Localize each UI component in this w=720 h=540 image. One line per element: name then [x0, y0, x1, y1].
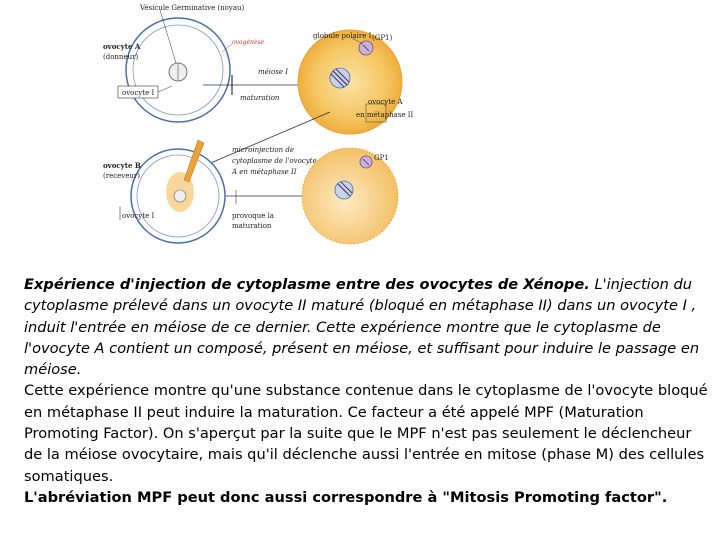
follicle-label: ovogénèse — [232, 39, 265, 46]
caption-paragraph-3: L'abréviation MPF peut donc aussi correspondre à "Mitosis Promoting factor". — [24, 488, 668, 506]
oocyte-a-label: ovocyte A — [103, 42, 141, 51]
maturation-label-top: maturation — [240, 94, 280, 102]
oocyte-a-donor-label: (donneur) — [103, 53, 139, 61]
oocyte-a-mii-stage-label: en métaphase II — [356, 111, 414, 119]
oocyte-b-matured — [302, 148, 398, 244]
caption-paragraph-2: Cette expérience montre qu'une substance contenue dans le cytoplasme de l'ovocyte bloqué en métaphase II peut induire la maturation. Ce facteur a été appelé MPF (Maturation Promoting Factor). On s'aperçut par la suite que le MPF n'est pas seulement le déclencheur de la méiose ovocytaire, mais qu'il déclenche aussi l'entrée en mitose (phase M) des cellules somatiques. — [24, 382, 708, 485]
microinjection-line3: A en métaphase II — [232, 168, 297, 176]
oocyte-a-immature — [126, 10, 232, 122]
figure-caption — [24, 274, 714, 508]
meiosis-label: méiose I — [258, 68, 288, 76]
caption-title: Expérience d'injection de cytoplasme entre des ovocytes de Xénope. — [24, 276, 590, 293]
caption-intro: L'injection du cytoplasme prélevé dans un ovocyte II maturé (bloqué en métaphase II) dans un ovocyte I , induit l'entrée en méiose de ce dernier. Cette expérience montre que le cytoplasme de l'ovocyte A contient un composé, présent en méiose, et suffisant pour induire le passage en méiose. — [24, 276, 700, 379]
vesicle-label: Vésicule Germinative (noyau) — [140, 4, 245, 12]
oocyte-b-receiver-label: (receveur) — [103, 172, 140, 180]
oocyte-b-receiver — [131, 140, 225, 243]
oocyte1-label-bottom: ovocyte I — [122, 212, 155, 220]
caption-paragraph-1 — [24, 274, 714, 380]
oocyte-b-label: ovocyte B — [103, 161, 141, 170]
provoke-line1: provoque la — [232, 212, 274, 220]
gp1-label-top: (GP1) — [372, 34, 393, 42]
oocyte-a-mii-label: ovocyte A — [368, 98, 403, 106]
microinjection-line1: microinjection de — [232, 146, 294, 154]
microinjection-line2: cytoplasme de l'ovocyte — [232, 157, 317, 165]
gp1-label-bottom: GP1 — [374, 154, 389, 162]
oocyte1-label-top: ovocyte I — [122, 89, 155, 97]
polar-body-label: globule polaire I — [313, 32, 372, 40]
provoke-line2: maturation — [232, 222, 272, 230]
